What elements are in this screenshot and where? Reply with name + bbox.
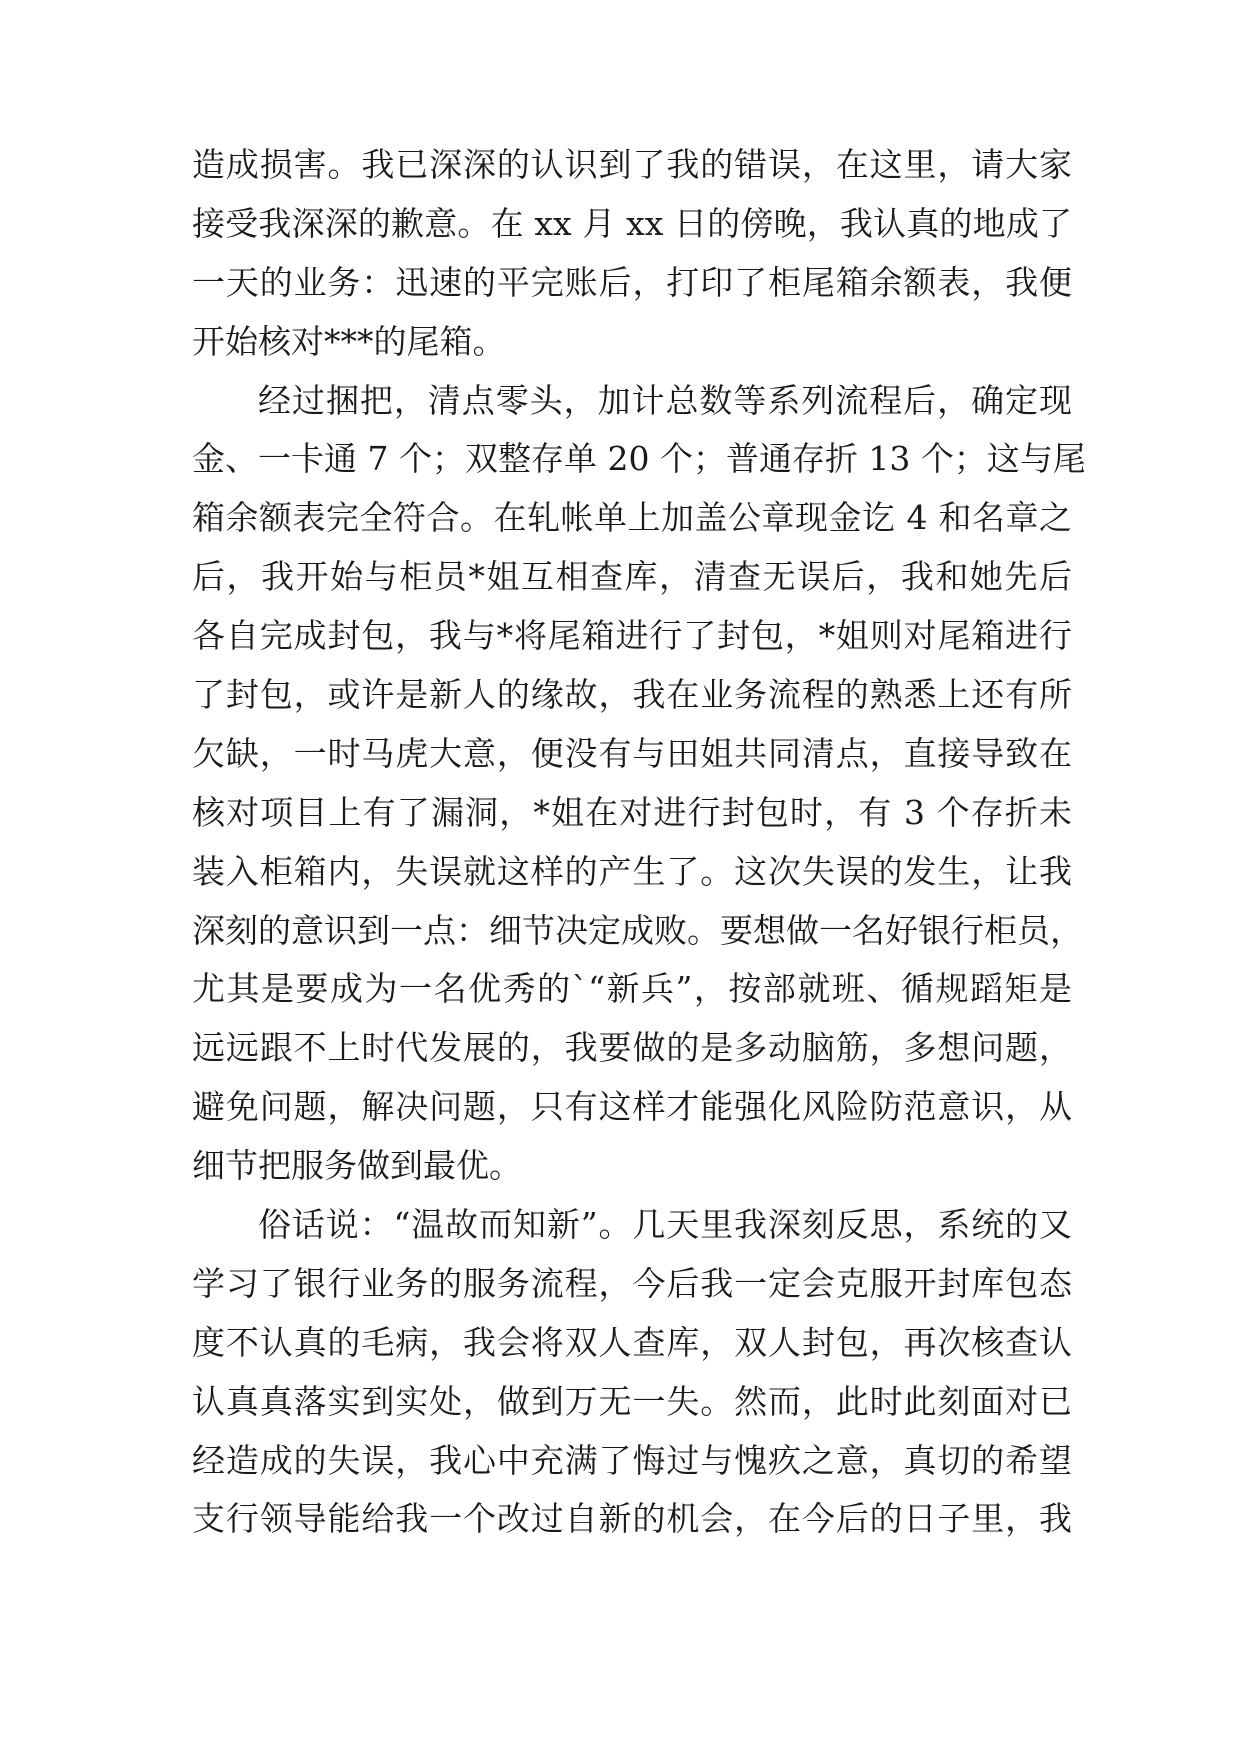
text-line: 金、一卡通 7 个；双整存单 20 个；普通存折 13 个；这与尾 — [192, 439, 1086, 479]
text-line: 俗话说：“温故而知新”。几天里我深刻反思，系统的又 — [258, 1205, 1072, 1245]
text-line: 后，我开始与柜员*姐互相查库，清查无误后，我和她先后 — [192, 557, 1072, 597]
document-body — [192, 136, 1086, 1549]
text-line: 装入柜箱内，失误就这样的产生了。这次失误的发生，让我 — [192, 851, 1072, 891]
text-line: 尤其是要成为一名优秀的`“新兵”，按部就班、循规蹈矩是 — [192, 969, 1072, 1009]
text-line: 箱余额表完全符合。在轧帐单上加盖公章现金讫 4 和名章之 — [192, 498, 1072, 538]
text-line: 认真真落实到实处，做到万无一失。然而，此时此刻面对已 — [192, 1381, 1072, 1421]
text-line: 远远跟不上时代发展的，我要做的是多动脑筋，多想问题， — [192, 1028, 1072, 1068]
text-line: 经造成的失误，我心中充满了悔过与愧疚之意，真切的希望 — [192, 1440, 1072, 1480]
paragraph-1 — [192, 136, 1072, 372]
text-line: 深刻的意识到一点：细节决定成败。要想做一名好银行柜员， — [192, 910, 1083, 950]
text-line: 造成损害。我已深深的认识到了我的错误，在这里，请大家 — [192, 145, 1072, 184]
text-line: 细节把服务做到最优。 — [192, 1146, 522, 1186]
text-line: 避免问题，解决问题，只有这样才能强化风险防范意识，从 — [192, 1087, 1072, 1127]
text-line: 核对项目上有了漏洞，*姐在对进行封包时，有 3 个存折未 — [192, 792, 1072, 832]
paragraph-2 — [192, 372, 1086, 1196]
text-line: 一天的业务：迅速的平完账后，打印了柜尾箱余额表，我便 — [192, 262, 1072, 302]
text-line: 接受我深深的歉意。在 xx 月 xx 日的傍晚，我认真的地成了 — [192, 203, 1072, 243]
text-line: 开始核对***的尾箱。 — [192, 321, 506, 361]
text-line: 学习了银行业务的服务流程，今后我一定会克服开封库包态 — [192, 1263, 1072, 1303]
text-line: 各自完成封包，我与*将尾箱进行了封包，*姐则对尾箱进行 — [192, 616, 1072, 656]
text-line: 欠缺，一时马虎大意，便没有与田姐共同清点，直接导致在 — [192, 733, 1072, 773]
text-line: 了封包，或许是新人的缘故，我在业务流程的熟悉上还有所 — [192, 675, 1072, 715]
paragraph-3 — [192, 1196, 1072, 1549]
text-line: 支行领导能给我一个改过自新的机会，在今后的日子里，我 — [192, 1499, 1072, 1539]
text-line: 经过捆把，清点零头，加计总数等系列流程后，确定现 — [258, 380, 1072, 420]
text-line: 度不认真的毛病，我会将双人查库，双人封包，再次核查认 — [192, 1322, 1072, 1362]
